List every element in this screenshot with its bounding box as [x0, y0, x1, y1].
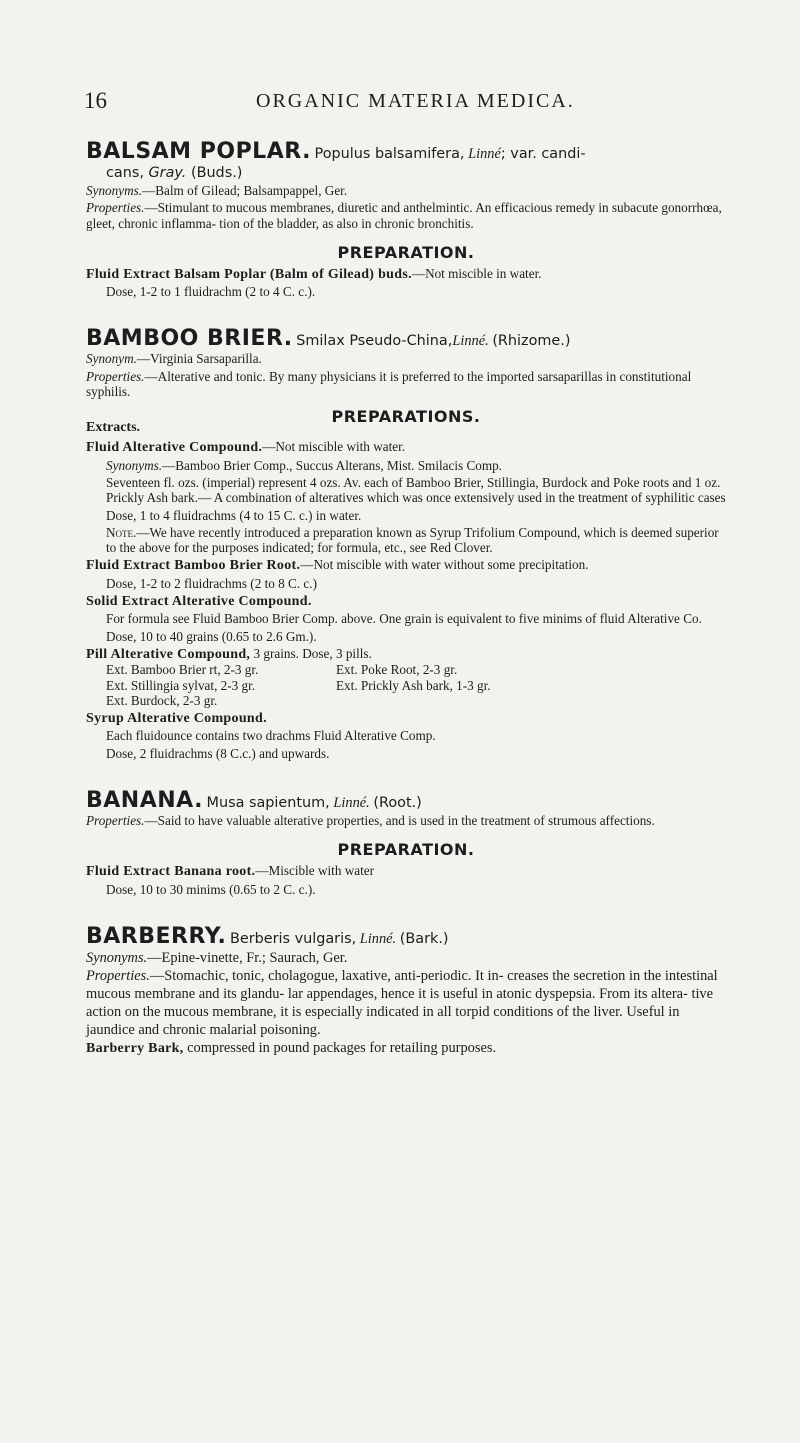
- entry-heading-cont: [86, 164, 726, 183]
- part-used: (Root.): [373, 795, 422, 812]
- preparation-syrup: [86, 710, 726, 726]
- ingredient: Ext. Bamboo Brier rt, 2-3 gr.: [106, 662, 259, 678]
- preparation-synonyms: [86, 458, 726, 473]
- preparation-name: Fluid Extract Balsam Poplar (Balm of Gilead) buds.: [86, 266, 412, 282]
- author-gray: Gray.: [148, 165, 187, 181]
- pill-ingredients-row: [86, 678, 726, 693]
- extracts-label: Extracts.: [86, 420, 141, 436]
- preparation-heading: PREPARATION.: [337, 840, 475, 860]
- note-text: —We have recently introduced a preparation known as Syrup Trifolium Compound, which is deemed superior to the above for the purposes indicated; for formula, etc., see Red Clover.: [106, 524, 719, 556]
- synonyms-label: Synonyms.: [86, 183, 143, 198]
- properties: [86, 813, 726, 828]
- page-title: ORGANIC MATERIA MEDICA.: [256, 90, 575, 112]
- preparation-bark: [86, 1039, 726, 1058]
- properties-text: —Alterative and tonic. By many physicians it is preferred to the imported sarsaparillas in constitutional syphilis.: [86, 368, 692, 400]
- preparation-name: Pill Alterative Compound,: [86, 646, 251, 662]
- preparation-dose: Dose, 1 to 4 fluidrachms (4 to 15 C. c.) in water.: [106, 507, 362, 523]
- preparation-name: Syrup Alterative Compound.: [86, 711, 267, 727]
- preparation-dose: Dose, 2 fluidrachms (8 C.c.) and upwards.: [106, 745, 330, 761]
- variety-cont: cans,: [106, 165, 144, 181]
- preparation-description: Each fluidounce contains two drachms Fluid Alterative Comp.: [106, 728, 436, 744]
- synonyms: [86, 183, 726, 198]
- preparation-heading: PREPARATION.: [337, 242, 475, 262]
- preparation-name: Fluid Extract Bamboo Brier Root.: [86, 558, 301, 574]
- entry-name: BARBERRY.: [86, 923, 227, 949]
- preparation-fluid-alterative: [86, 439, 726, 455]
- preparation-fluid-extract: [86, 557, 726, 573]
- entry-name: BALSAM POPLAR.: [86, 139, 311, 164]
- synonyms-text: —Virginia Sarsaparilla.: [136, 351, 262, 367]
- properties-text: —Stimulant to mucous membranes, diuretic and anthelmintic. An efficacious remedy in subacute gonorrhœa, gleet, chronic inflamma- tion of the bladder, as also in chronic bronchitis.: [86, 200, 722, 231]
- preparation-dose: Dose, 1-2 to 2 fluidrachms (2 to 8 C. c.): [106, 575, 317, 591]
- synonyms-text: —Epine-vinette, Fr.; Saurach, Ger.: [147, 949, 348, 966]
- latin-name: Smilax Pseudo-China,: [296, 333, 453, 350]
- author: Linné.: [452, 333, 489, 350]
- entry-heading: [86, 326, 726, 352]
- synonyms: [86, 949, 726, 967]
- preparation-dose: Dose, 10 to 40 grains (0.65 to 2.6 Gm.).: [106, 628, 317, 644]
- part-used: (Rhizome.): [492, 333, 571, 350]
- entry-bamboo-brier: [86, 326, 726, 761]
- preparation-description: For formula see Fluid Bamboo Brier Comp. above. One grain is equivalent to five minims of fluid Alterative Co.: [106, 611, 702, 627]
- note-label: Note.: [106, 524, 137, 540]
- entry-heading: [86, 923, 726, 949]
- entry-barberry: [86, 923, 726, 1058]
- entry-banana: [86, 788, 726, 897]
- properties-text: —Said to have valuable alterative properties, and is used in the treatment of strumous affections.: [144, 813, 655, 829]
- author: Linné.: [333, 795, 370, 812]
- preparation-note-block: [86, 525, 726, 556]
- preparation-note: —Not miscible with water.: [262, 439, 406, 455]
- preparation-note: —Not miscible with water without some precipitation.: [300, 557, 589, 573]
- ingredient: Ext. Poke Root, 2-3 gr.: [336, 662, 458, 678]
- preparation-pill: [86, 646, 726, 662]
- entry-heading: [86, 788, 726, 814]
- ingredient: Ext. Burdock, 2-3 gr.: [106, 692, 218, 708]
- synonyms-label: Synonym.: [86, 351, 137, 367]
- preparation-name: Fluid Alterative Compound.: [86, 440, 263, 456]
- preparation-description: Seventeen fl. ozs. (imperial) represent 4 ozs. Av. each of Bamboo Brier, Stillingia, Burdock and Poke roots and 1 oz. Prickly Ash bark.— A combination of alteratives which was once extensively used in the treatment of syphilitic cases: [106, 474, 726, 506]
- entry-name: BANANA.: [86, 788, 203, 814]
- entry-heading: [86, 139, 726, 164]
- latin-name: Berberis vulgaris,: [229, 930, 357, 947]
- preparation-name: Solid Extract Alterative Compound.: [86, 594, 312, 610]
- latin-name: Populus balsamifera,: [314, 146, 465, 162]
- synonyms-text: —Bamboo Brier Comp., Succus Alterans, Mist. Smilacis Comp.: [162, 457, 502, 473]
- properties-label: Properties.: [86, 813, 145, 829]
- properties-label: Properties.: [86, 967, 150, 984]
- preparation-note: —Not miscible in water.: [411, 265, 542, 281]
- preparation-note: —Miscible with water: [255, 863, 374, 879]
- preparation-dose: Dose, 1-2 to 1 fluidrachm (2 to 4 C. c.).: [106, 284, 316, 300]
- pill-ingredients-row: [86, 693, 726, 708]
- entry-balsam-poplar: [86, 139, 726, 300]
- page-number: 16: [84, 88, 107, 113]
- properties-label: Properties.: [86, 200, 145, 216]
- properties: [86, 369, 726, 400]
- synonyms-label: Synonyms.: [86, 949, 148, 966]
- properties: [86, 967, 726, 1039]
- preparations-heading: PREPARATIONS.: [331, 407, 481, 427]
- preparation-name: Barberry Bark,: [86, 1040, 184, 1056]
- synonyms-text: —Balm of Gilead; Balsampappel, Ger.: [142, 183, 348, 198]
- ingredient: Ext. Stillingia sylvat, 2-3 gr.: [106, 677, 256, 693]
- properties: [86, 200, 726, 231]
- entry-name: BAMBOO BRIER.: [86, 326, 293, 352]
- part-used: (Buds.): [190, 165, 243, 181]
- preparation-name: Fluid Extract Banana root.: [86, 864, 256, 880]
- synonyms-label: Synonyms.: [106, 457, 163, 473]
- preparation: [86, 863, 726, 879]
- preparation-solid-extract: [86, 593, 726, 609]
- content: [86, 139, 726, 1078]
- properties-text: —Stomachic, tonic, cholagogue, laxative, anti-periodic. It in- creases the secretion in the intestinal mucous membrane and its glandu- lar appendages, hence it is useful in atonic dyspepsia. From its altera- tive action on the mucous membrane, it is especially indicated in all torpid conditions of the liver. Useful in jaundice and chronic malarial poisoning.: [86, 967, 718, 1038]
- part-used: (Bark.): [399, 930, 449, 947]
- preparation-note: compressed in pound packages for retailing purposes.: [187, 1039, 497, 1056]
- ingredient: Ext. Prickly Ash bark, 1-3 gr.: [336, 677, 491, 693]
- author: Linné.: [359, 930, 397, 947]
- pill-ingredients-row: [86, 662, 726, 677]
- running-head: [84, 88, 724, 118]
- synonyms: [86, 351, 726, 366]
- preparations-heading-row: [86, 407, 726, 437]
- variety: ; var. candi-: [500, 146, 586, 162]
- author: Linné: [468, 146, 501, 162]
- preparation-note: 3 grains. Dose, 3 pills.: [253, 645, 372, 661]
- latin-name: Musa sapientum,: [206, 795, 330, 812]
- preparation-dose: Dose, 10 to 30 minims (0.65 to 2 C. c.).: [106, 881, 316, 897]
- preparation: [86, 266, 726, 282]
- properties-label: Properties.: [86, 368, 145, 384]
